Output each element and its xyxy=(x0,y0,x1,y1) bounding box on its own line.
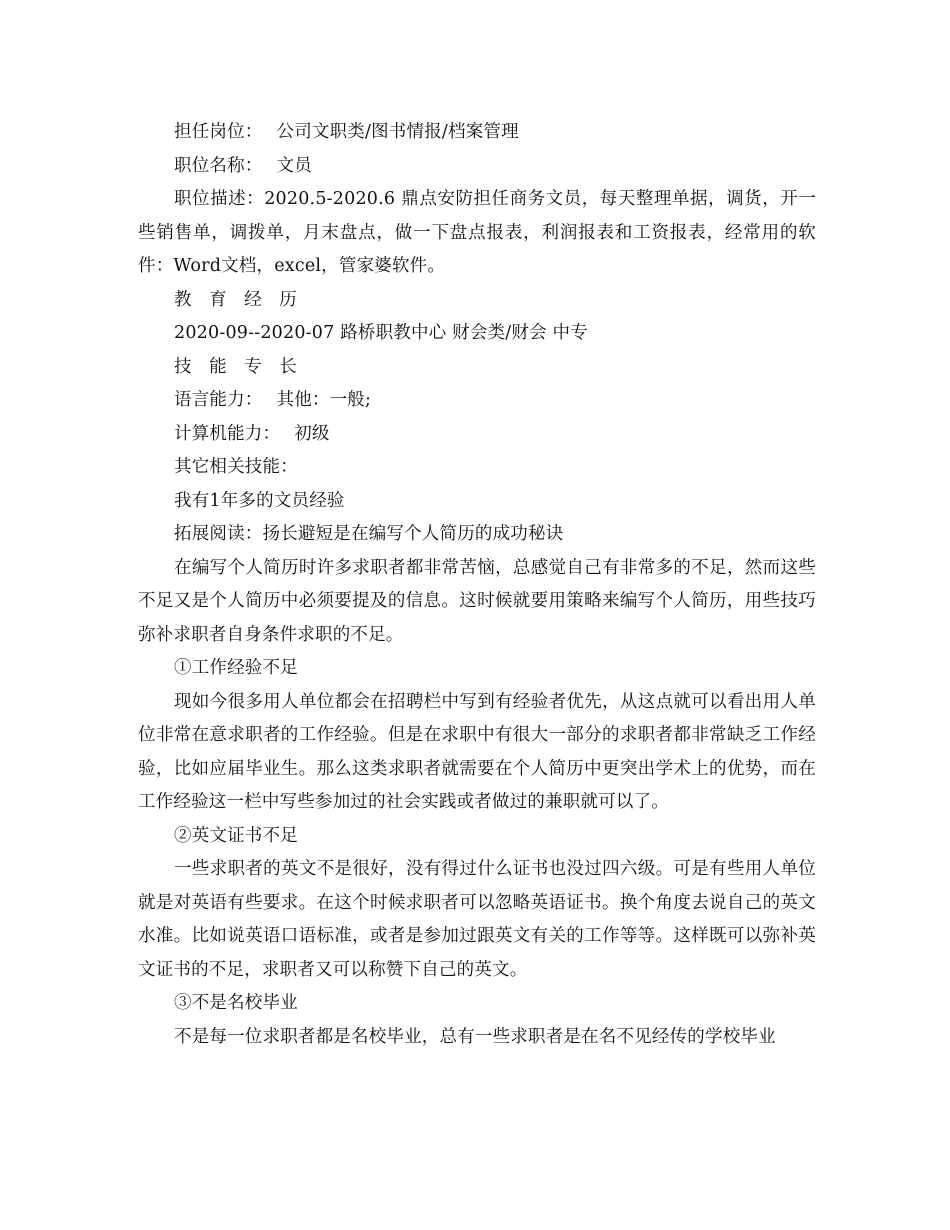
experience-line: 我有1年多的文员经验 xyxy=(174,490,345,511)
language-label: 语言能力： xyxy=(174,390,263,410)
job-title-label: 职位名称： xyxy=(174,155,263,176)
point2-paragraph: 一些求职者的英文不是很好，没有得过什么证书也没过四六级。可是有些用人单位就是对英语有些要求。在这个时候求职者可以忽略英语证书。换个角度去说自己的英文水准。比如说英语口语标准，或者是参加过跟英文有关的工作等等。这样既可以弥补英文证书的不足，求职者又可以称赞下自己的英文。 xyxy=(138,859,816,980)
job-post-label: 担任岗位： xyxy=(174,122,263,142)
job-post-value: 公司文职类/图书情报/档案管理 xyxy=(276,122,519,142)
skills-heading: 技 能 专 长 xyxy=(174,356,303,377)
intro-paragraph: 在编写个人简历时许多求职者都非常苦恼，总感觉自己有非常多的不足，然而这些不足又是个人简历中必须要提及的信息。这时候就要用策略来编写个人简历，用些技巧弥补求职者自身条件求职的不足。 xyxy=(138,557,816,645)
computer-line xyxy=(138,418,816,452)
job-description: 职位描述：2020.5-2020.6 鼎点安防担任商务文员，每天整理单据，调货，开一些销售单，调拨单，月末盘点，做一下盘点报表，利润报表和工资报表，经常用的软件：Word文档，excel，管家婆软件。 xyxy=(138,189,816,276)
computer-value: 初级 xyxy=(294,423,330,444)
point2-title: ②英文证书不足 xyxy=(174,825,298,846)
education-item: 2020-09--2020-07 路桥职教中心 财会类/财会 中专 xyxy=(174,323,588,343)
job-title-value: 文员 xyxy=(276,155,312,176)
language-value: 其他：一般; xyxy=(276,390,372,410)
language-line xyxy=(138,384,816,418)
document-body xyxy=(138,116,816,1054)
point1-paragraph: 现如今很多用人单位都会在招聘栏中写到有经验者优先，从这点就可以看出用人单位非常在意求职者的工作经验。但是在求职中有很大一部分的求职者都非常缺乏工作经验，比如应届毕业生。那么这类求职者就需要在个人简历中更突出学术上的优势，而在工作经验这一栏中写些参加过的社会实践或者做过的兼职就可以了。 xyxy=(138,691,816,812)
point3-title: ③不是名校毕业 xyxy=(174,993,298,1013)
job-title-line xyxy=(138,150,816,184)
point1-title: ①工作经验不足 xyxy=(174,658,298,678)
other-skills-line: 其它相关技能： xyxy=(174,457,298,477)
extended-reading-line: 拓展阅读：扬长避短是在编写个人简历的成功秘诀 xyxy=(174,524,564,544)
computer-label: 计算机能力： xyxy=(174,423,281,444)
point3-paragraph: 不是每一位求职者都是名校毕业，总有一些求职者是在名不见经传的学校毕业 xyxy=(174,1026,776,1047)
education-heading: 教 育 经 历 xyxy=(174,289,303,310)
job-post-line xyxy=(138,116,816,150)
